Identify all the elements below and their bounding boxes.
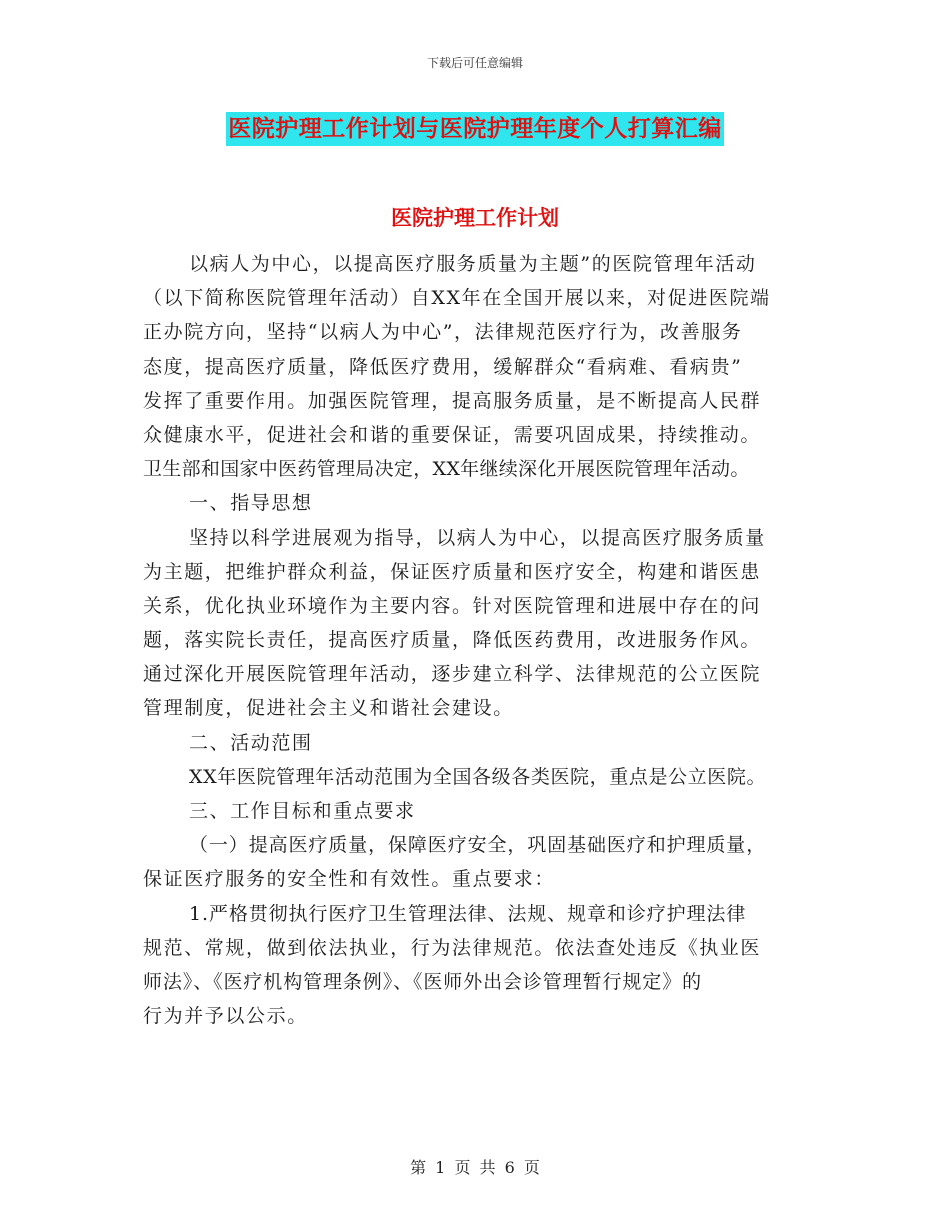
paragraph-line: 发挥了重要作用。加强医院管理，提高服务质量，是不断提高人民群 <box>143 389 762 412</box>
paragraph-line: 规范、常规，做到依法执业，行为法律规范。依法查处违反《执业医 <box>143 936 762 959</box>
paragraph-line: （以下简称医院管理年活动）自XX年在全国开展以来，对促进医院端 <box>143 287 771 310</box>
paragraph-line: 为主题，把维护群众利益，保证医疗质量和医疗安全，构建和谐医患 <box>143 560 762 583</box>
paragraph-line: （一）提高医疗质量，保障医疗安全，巩固基础医疗和护理质量， <box>189 834 767 857</box>
paragraph-line: 以病人为中心，以提高医疗服务质量为主题”的医院管理年活动 <box>189 253 757 275</box>
paragraph-line: 1.严格贯彻执行医疗卫生管理法律、法规、规章和诊疗护理法律 <box>189 902 747 925</box>
paragraph-line: 坚持以科学进展观为指导，以病人为中心，以提高医疗服务质量 <box>189 526 766 549</box>
paragraph-line: 态度，提高医疗质量，降低医疗费用，缓解群众“看病难、看病贵” <box>143 355 743 378</box>
heading-guiding-thought: 一、指导思想 <box>189 492 313 515</box>
paragraph-line: 保证医疗服务的安全性和有效性。重点要求： <box>143 868 556 891</box>
paragraph-line: 题，落实院长责任，提高医疗质量，降低医药费用，改进服务作风。 <box>143 629 762 652</box>
heading-activity-scope: 二、活动范围 <box>189 731 313 754</box>
paragraph-line: 行为并予以公示。 <box>143 1005 308 1028</box>
paragraph-line: 关系，优化执业环境作为主要内容。针对医院管理和进展中存在的问 <box>143 594 762 617</box>
paragraph-line: XX年医院管理年活动范围为全国各级各类医院，重点是公立医院。 <box>189 765 767 788</box>
paragraph-line: 众健康水平，促进社会和谐的重要保证，需要巩固成果，持续推动。 <box>143 423 762 446</box>
paragraph-line: 管理制度，促进社会主义和谐社会建设。 <box>143 697 514 720</box>
paragraph-line: 通过深化开展医院管理年活动，逐步建立科学、法律规范的公立医院 <box>143 663 762 686</box>
header-note: 下载后可任意编辑 <box>426 56 523 70</box>
body-text <box>143 247 833 1033</box>
heading-goals: 三、工作目标和重点要求 <box>189 800 416 822</box>
paragraph-line: 师法》、《医疗机构管理条例》、《医师外出会诊管理暂行规定》的 <box>143 970 703 993</box>
section-title: 医院护理工作计划 <box>391 206 559 230</box>
page-footer: 第 1 页 共 6 页 <box>410 1158 540 1177</box>
paragraph-line: 卫生部和国家中医药管理局决定，XX年继续深化开展医院管理年活动。 <box>143 458 750 481</box>
paragraph-line: 正办院方向，坚持“以病人为中心”，法律规范医疗行为，改善服务 <box>143 321 743 344</box>
main-title: 医院护理工作计划与医院护理年度个人打算汇编 <box>226 112 724 146</box>
main-title-wrap <box>0 112 950 146</box>
